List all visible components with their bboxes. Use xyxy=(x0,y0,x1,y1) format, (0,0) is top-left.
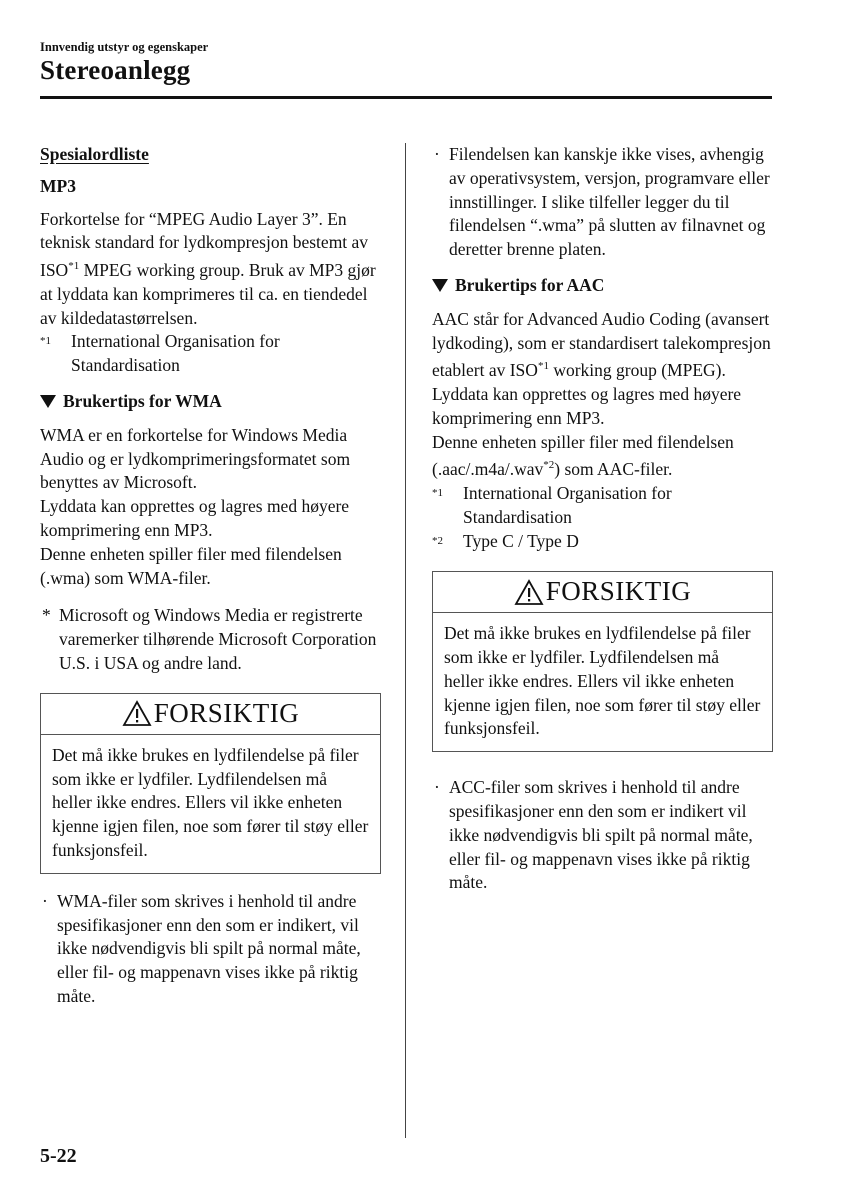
wma-description-2: Lyddata kan opprettes og lagres med høyere komprimering enn MP3. xyxy=(40,496,350,540)
wma-bullet-note: · WMA-filer som skrives i henhold til andre spesifikasjoner enn den som er indikert, vil ikke nødvendigvis bli spilt på normal måte, eller fil- og mappenavn vises ikke på riktig måte. xyxy=(42,890,361,1006)
aac-description-1: AAC står for Advanced Audio Coding (avansert lydkoding), som er standardisert talekompresjon etablert av ISO$^{*1}$ working group (MPEG). Lyddata kan opprettes og lagres med høyere komprimering enn MP3. xyxy=(432,308,771,428)
caution-box xyxy=(432,571,773,752)
mp3-heading: MP3 xyxy=(40,175,76,196)
footnote-2: $^{*2}$ Type C / Type D xyxy=(432,530,579,551)
caution-header: FORSIKTIG xyxy=(41,694,380,735)
mp3-description: Forkortelse for “MPEG Audio Layer 3”. En teknisk standard for lydkompresjon bestemt av ISO$^{*1}$ MPEG working group. Bruk av MP3 gjør at lyddata kan komprimeres til ca. en tiendedel av kildedatastørrelsen. xyxy=(40,208,376,328)
triangle-down-icon xyxy=(40,395,56,408)
column-divider xyxy=(405,143,406,1138)
wma-description-3: Denne enheten spiller filer med filendelsen (.wma) som WMA-filer. xyxy=(40,543,342,588)
warning-icon xyxy=(514,579,544,606)
acc-bullet-note: · ACC-filer som skrives i henhold til andre spesifikasjoner enn den som er indikert vil ikke nødvendigvis bli spilt på normal måte, eller fil- og mappenavn vises ikke på riktig måte. xyxy=(434,777,753,893)
footnote-ref: *2 xyxy=(543,459,555,472)
caution-header: FORSIKTIG xyxy=(433,572,772,613)
right-column xyxy=(432,143,777,895)
caution-text: Det må ikke brukes en lydfilendelse på filer som ikke er lydfiler. Lydfilendelsen må heller ikke endres. Ellers vil ikke enheten kjenne igjen filen, noe som fører til støy eller funksjonsfeil. xyxy=(444,623,761,739)
left-column xyxy=(40,143,385,1009)
caution-text: Det må ikke brukes en lydfilendelse på filer som ikke er lydfiler. Lydfilendelsen må heller ikke endres. Ellers vil ikke enheten kjenne igjen filen, noe som fører til støy eller funksjonsfeil. xyxy=(52,744,369,860)
page-title: Stereoanlegg xyxy=(40,55,191,85)
caution-box xyxy=(40,693,381,874)
wma-description-1: WMA er en forkortelse for Windows Media Audio og er lydkomprimeringsformatet som benyttes av Microsoft. xyxy=(40,424,351,493)
header-divider xyxy=(40,96,772,99)
wma-heading: Brukertips for WMA xyxy=(40,390,385,414)
extension-bullet-note: · Filendelsen kan kanskje ikke vises, avhengig av operativsystem, versjon, programvare eller innstillinger. I slike tilfeller legger du til filendelsen “.wma” på slutten av filnavnet og deretter brenne platen. xyxy=(434,144,770,260)
footnote-ref: *1 xyxy=(537,360,549,373)
section-title: Spesialordliste xyxy=(40,144,149,164)
aac-heading: Brukertips for AAC xyxy=(432,274,777,298)
triangle-down-icon xyxy=(432,279,448,292)
footnote-1: $^{*1}$ International Organisation for Standardisation xyxy=(432,483,672,527)
page-number: 5-22 xyxy=(40,1145,77,1167)
aac-description-2: Denne enheten spiller filer med filendelsen (.aac/.m4a/.wav$^{*2}$) som AAC-filer. xyxy=(432,431,734,480)
footnote-ref: *1 xyxy=(68,260,80,273)
chapter-label: Innvendig utstyr og egenskaper xyxy=(40,40,209,54)
footnote-1: $^{*1}$ International Organisation for Standardisation xyxy=(40,331,280,376)
trademark-note: * Microsoft og Windows Media er registrerte varemerker tilhørende Microsoft Corporation U.S. i USA og andre land. xyxy=(42,605,377,673)
warning-icon xyxy=(122,700,152,727)
